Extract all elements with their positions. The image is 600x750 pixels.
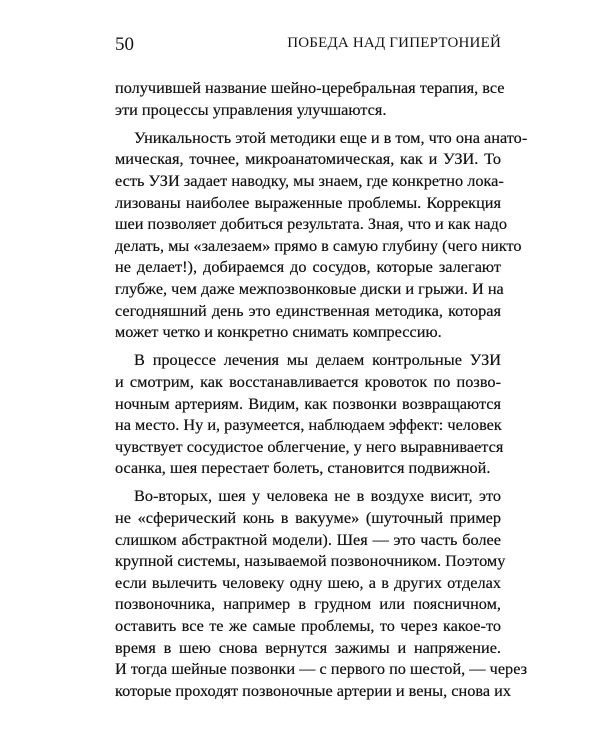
- paragraph: [115, 349, 504, 479]
- text-line: В процессе лечения мы делаем контрольные УЗИ: [134, 350, 501, 370]
- text-line: делать, мы «залезаем» прямо в самую глубину (чего никто: [115, 235, 522, 255]
- text-line: оставить все те же самые проблемы, то через какое-то: [115, 616, 501, 636]
- paragraph: [115, 485, 528, 701]
- running-header: [115, 34, 501, 56]
- text-line: не «сферический конь в вакууме» (шуточный пример: [115, 508, 501, 528]
- text-line: позвоночника, например в грудном или поясничном,: [115, 594, 501, 614]
- text-line: глубже, чем даже межпозвонковые диски и грыжи. И на: [115, 278, 504, 298]
- text-line: которые проходят позвоночные артерии и вены, снова их: [115, 680, 511, 700]
- text-line: эти процессы управления улучшаются.: [115, 99, 387, 119]
- paragraph: [115, 77, 505, 120]
- text-line: лизованы наиболее выраженные проблемы. Коррекция: [115, 192, 501, 212]
- text-line: время в шею снова вернутся зажимы и напряжение.: [115, 637, 501, 657]
- text-line: Уникальность этой методики еще и в том, что она анато-: [134, 127, 528, 147]
- text-line: может четко и конкретно снимать компрессию.: [115, 322, 442, 342]
- paragraph: [115, 127, 528, 343]
- text-line: ночным артериям. Видим, как позвонки возвращаются: [115, 393, 501, 413]
- page-number: 50: [115, 34, 134, 55]
- text-line: не делает!), добираемся до сосудов, которые залегают: [115, 257, 501, 277]
- running-title: ПОБЕДА НАД ГИПЕРТОНИЕЙ: [287, 35, 501, 51]
- text-line: получившей название шейно-церебральная терапия, все: [115, 78, 505, 97]
- text-line: осанка, шея перестает болеть, становится подвижной.: [115, 458, 491, 478]
- text-line: сегодняшний день это единственная методика, которая: [115, 300, 501, 320]
- text-line: слишком абстрактной модели). Шея — это часть более: [115, 529, 501, 549]
- text-line: и смотрим, как восстанавливается кровоток по позво-: [115, 371, 501, 391]
- text-line: если вылечить человеку одну шею, а в других отделах: [115, 572, 501, 592]
- text-line: Во-вторых, шея у человека не в воздухе висит, это: [134, 486, 501, 506]
- text-line: мическая, точнее, микроанатомическая, как и УЗИ. То: [115, 149, 501, 169]
- text-line: И тогда шейные позвонки — с первого по шестой, — через: [115, 659, 528, 679]
- text-line: шеи позволяет добиться результата. Зная, что и как надо: [115, 214, 507, 234]
- text-line: крупной системы, называемой позвоночником. Поэтому: [115, 551, 506, 571]
- text-line: чувствует сосудистое облегчение, у него выравнивается: [115, 436, 504, 456]
- text-line: есть УЗИ задает наводку, мы знаем, где конкретно лока-: [115, 170, 504, 190]
- page-body-text: [115, 77, 528, 708]
- text-line: на место. Ну и, разумеется, наблюдаем эффект: человек: [115, 415, 502, 435]
